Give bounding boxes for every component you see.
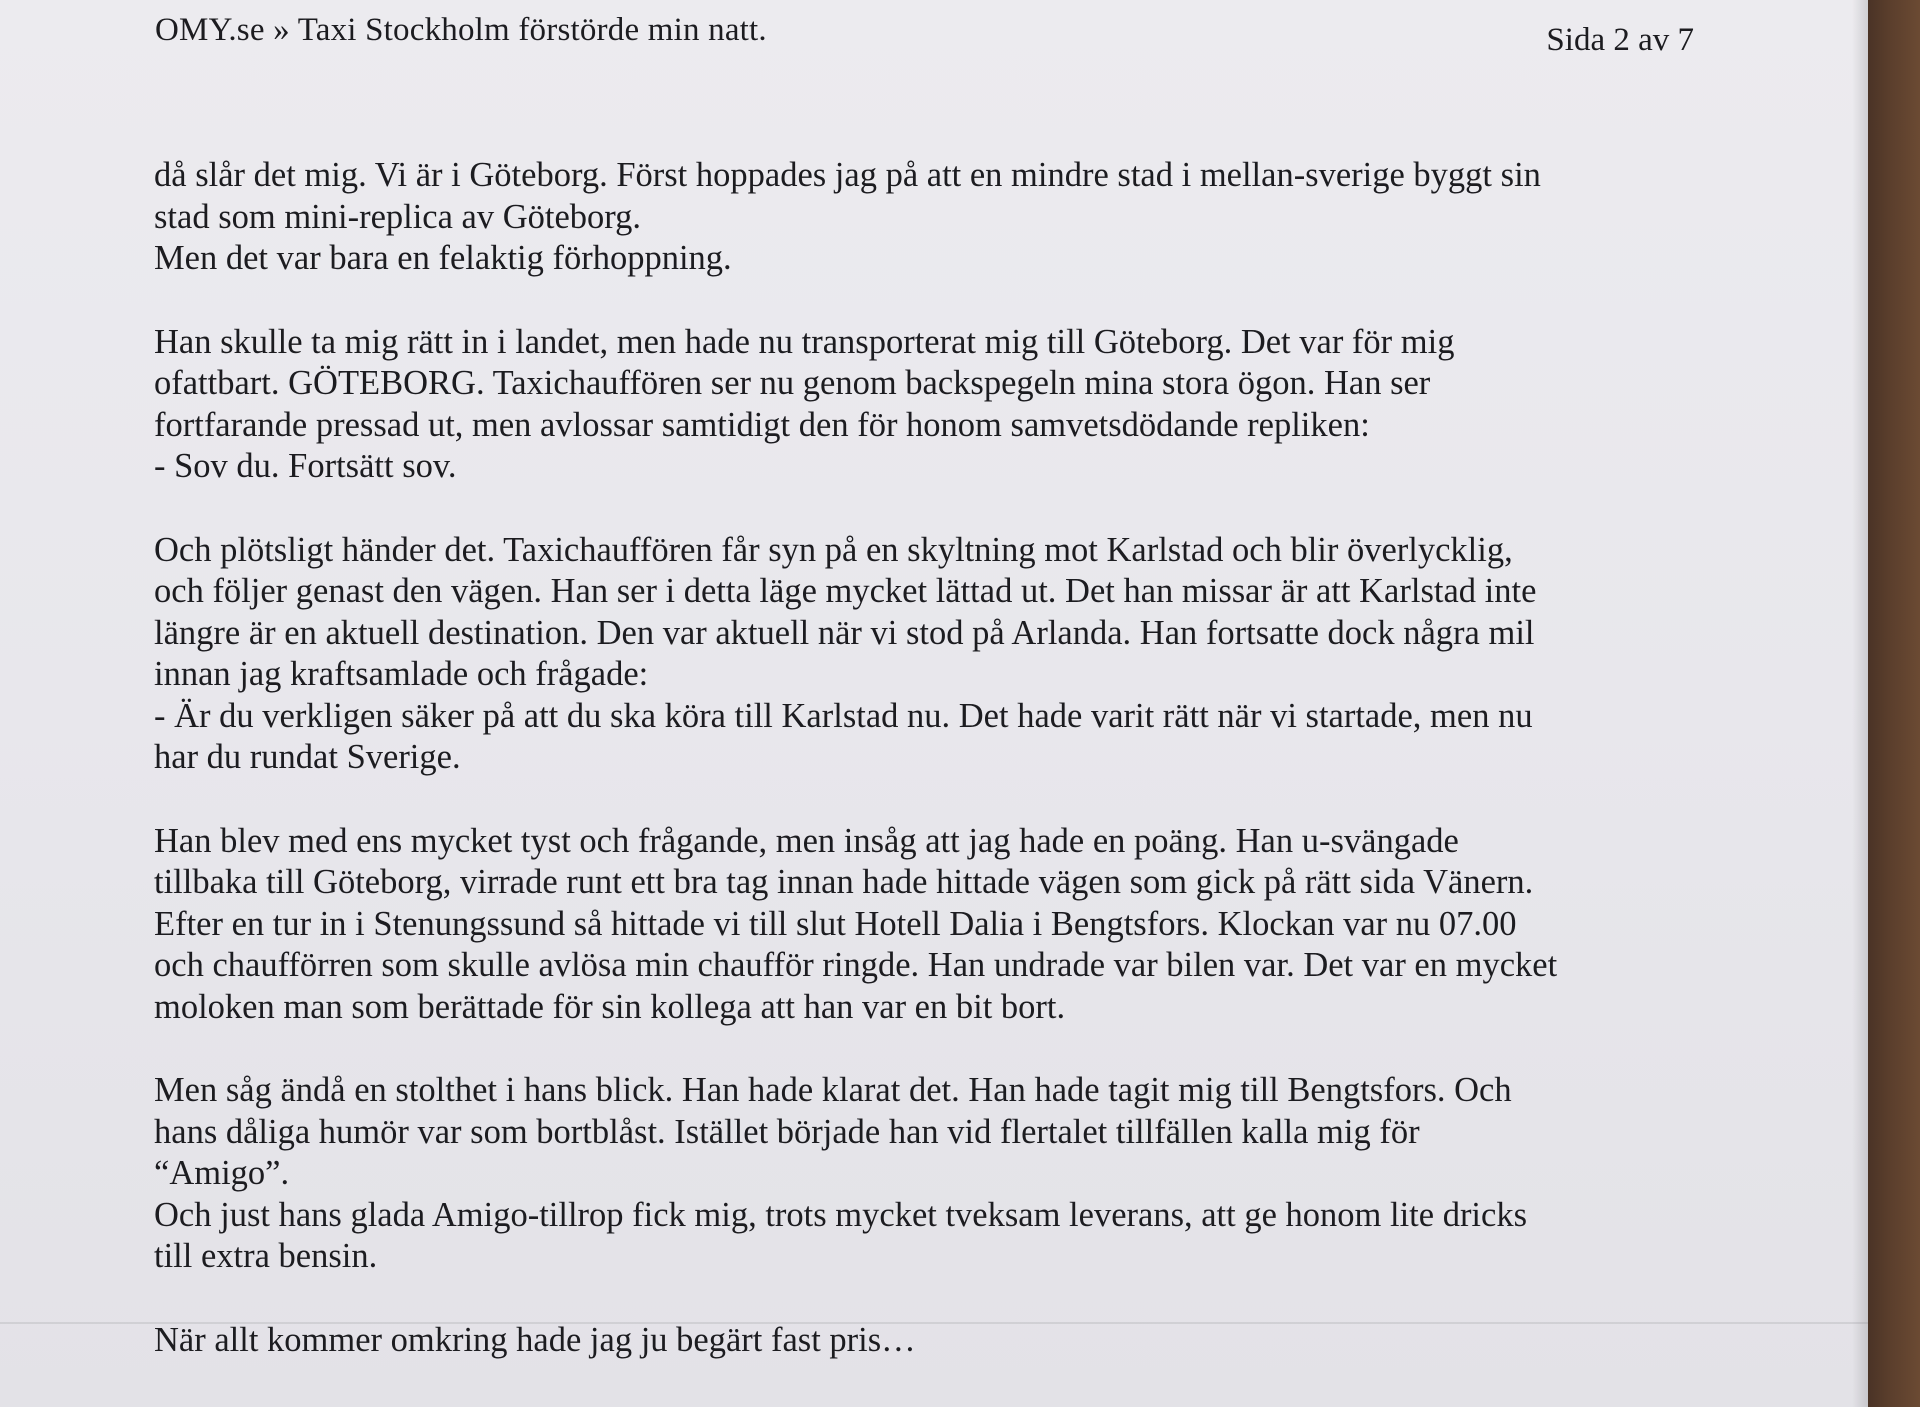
text-line: innan jag kraftsamlade och frågade: (154, 655, 649, 693)
paragraph (154, 821, 1744, 1029)
text-line: tillbaka till Göteborg, virrade runt ett bra tag innan hade hittade vägen som gick på rätt sida Vänern. (154, 863, 1534, 901)
text-line: Men det var bara en felaktig förhoppning. (154, 239, 732, 277)
text-line: då slår det mig. Vi är i Göteborg. Först hoppades jag på att en mindre stad i mellan-sverige byggt sin (154, 156, 1541, 194)
text-line: ofattbart. GÖTEBORG. Taxichauffören ser nu genom backspegeln mina stora ögon. Han ser (154, 364, 1431, 402)
paragraph (154, 530, 1744, 779)
text-line: Han skulle ta mig rätt in i landet, men hade nu transporterat mig till Göteborg. Det var för mig (154, 322, 1455, 361)
text-line: Och just hans glada Amigo-tillrop fick mig, trots mycket tveksam leverans, att ge honom lite dricks (154, 1195, 1528, 1234)
page-number: Sida 2 av 7 (1546, 22, 1694, 58)
text-line: och följer genast den vägen. Han ser i detta läge mycket lättad ut. Det han missar är att Karlstad inte (154, 572, 1537, 610)
document-header-title: OMY.se » Taxi Stockholm förstörde min natt. (155, 12, 767, 48)
text-line: stad som mini-replica av Göteborg. (154, 197, 642, 236)
paragraph (154, 1070, 1744, 1278)
text-line: - Sov du. Fortsätt sov. (154, 447, 457, 485)
paragraph (154, 322, 1744, 488)
paper-edge-shadow (1852, 0, 1868, 1407)
text-line: hans dåliga humör var som bortblåst. Istället började han vid flertalet tillfällen kalla mig för (154, 1112, 1420, 1151)
text-line: Men såg ändå en stolthet i hans blick. Han hade klarat det. Han hade tagit mig till Bengtsfors. Och (154, 1071, 1512, 1109)
text-line: Han blev med ens mycket tyst och frågande, men insåg att jag hade en poäng. Han u-svängade (154, 821, 1459, 860)
text-line: har du rundat Sverige. (154, 738, 461, 776)
document-body (154, 155, 1744, 1403)
text-line: till extra bensin. (154, 1237, 378, 1275)
text-line: “Amigo”. (154, 1154, 290, 1192)
text-line: och chaufförren som skulle avlösa min chaufför ringde. Han undrade var bilen var. Det var en mycket (154, 946, 1558, 984)
paragraph (154, 155, 1744, 280)
text-line: När allt kommer omkring hade jag ju begärt fast pris… (154, 1320, 916, 1359)
table-surface (1868, 0, 1920, 1407)
text-line: Efter en tur in i Stenungssund så hittade vi till slut Hotell Dalia i Bengtsfors. Klockan var nu 07.00 (154, 904, 1517, 943)
text-line: moloken man som berättade för sin kollega att han var en bit bort. (154, 987, 1066, 1026)
text-line: - Är du verkligen säker på att du ska köra till Karlstad nu. Det hade varit rätt när vi startade, men nu (154, 696, 1533, 735)
text-line: Och plötsligt händer det. Taxichauffören får syn på en skyltning mot Karlstad och blir överlycklig, (154, 530, 1513, 569)
text-line: fortfarande pressad ut, men avlossar samtidigt den för honom samvetsdödande repliken: (154, 405, 1370, 444)
text-line: längre är en aktuell destination. Den var aktuell när vi stod på Arlanda. Han fortsatte dock några mil (154, 613, 1535, 652)
paragraph (154, 1320, 1744, 1362)
